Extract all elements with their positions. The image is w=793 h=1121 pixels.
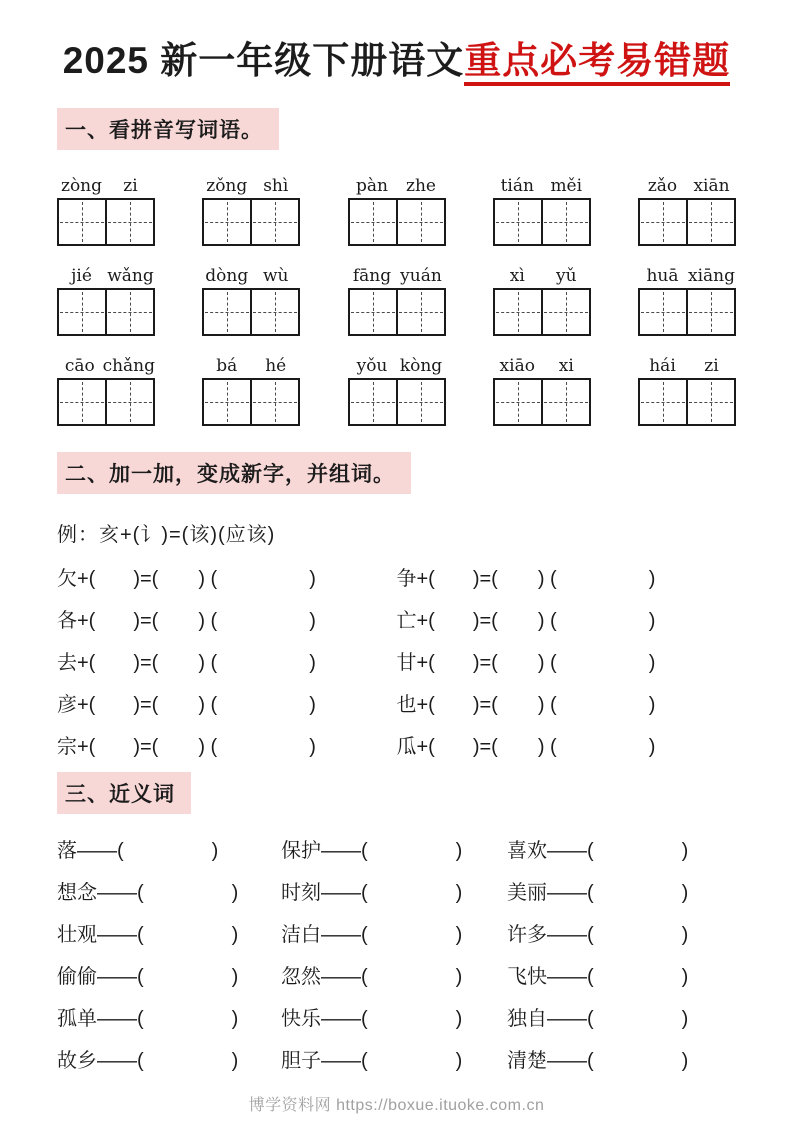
writing-cell[interactable] [543,200,589,244]
writing-box [638,198,736,246]
writing-box [638,288,736,336]
pinyin-syllable: xiāo [499,356,535,376]
pinyin-label [202,354,300,376]
pinyin-syllable: dòng [205,266,249,286]
synonym-row [57,914,736,956]
close-paren: ) [455,840,463,862]
pinyin-label [348,174,446,196]
plus-open: +( [416,568,435,590]
writing-cell[interactable] [350,200,398,244]
writing-cell[interactable] [204,380,252,424]
plus-open: +( [416,610,435,632]
synonym-item [281,914,507,956]
pinyin-syllable: zòng [60,176,103,196]
dash-open: ——( [321,966,368,988]
add-word-item [397,600,737,642]
writing-cell[interactable] [543,380,589,424]
close-paren: ) [211,840,219,862]
pinyin-syllable: yuán [400,266,442,286]
pinyin-row [57,264,736,336]
section-heading-add-word: 二、加一加，变成新字，并组词。 [57,452,411,494]
writing-cell[interactable] [495,200,543,244]
pinyin-syllable: wǎng [107,266,154,286]
close-open: ) ( [537,568,557,590]
synonym-row [57,872,736,914]
dash-open: ——( [547,1050,594,1072]
writing-cell[interactable] [495,290,543,334]
pinyin-syllable: yǒu [356,356,388,376]
writing-box [348,198,446,246]
pinyin-label [638,264,736,286]
close-open: ) ( [537,694,557,716]
writing-cell[interactable] [107,200,153,244]
close-paren: ) [455,924,463,946]
close-paren: ) [231,924,239,946]
writing-box [348,378,446,426]
close-eq-open: )=( [133,652,159,674]
synonym-word: 洁白 [281,924,321,946]
close-open: ) ( [537,610,557,632]
close-eq-open: )=( [133,694,159,716]
close-open: ) ( [198,736,218,758]
writing-box [493,288,591,336]
add-word-item [397,558,737,600]
pinyin-label [202,174,300,196]
writing-box [493,198,591,246]
close-paren: ) [231,1050,239,1072]
plus-open: +( [77,694,96,716]
pinyin-syllable: jié [71,266,92,286]
pinyin-word [638,174,736,246]
pinyin-word [202,354,300,426]
synonym-word: 快乐 [281,1008,321,1030]
base-character: 争 [396,568,417,590]
close-eq-open: )=( [472,610,498,632]
pinyin-syllable: cāo [64,356,95,376]
synonym-row [57,998,736,1040]
writing-cell[interactable] [59,200,107,244]
pinyin-word [493,174,591,246]
close-paren: ) [648,736,656,758]
pinyin-syllable: zǒng [206,176,248,196]
pinyin-syllable: shì [263,176,289,196]
pinyin-syllable: zi [704,356,719,376]
pinyin-label [638,174,736,196]
close-open: ) ( [537,652,557,674]
base-character: 欠 [57,568,77,590]
synonym-word: 飞快 [507,966,547,988]
close-paren: ) [681,840,689,862]
synonym-item [57,1040,281,1082]
plus-open: +( [77,568,96,590]
writing-cell[interactable] [350,290,398,334]
add-word-row [57,684,736,726]
synonym-item [281,1040,507,1082]
close-paren: ) [648,694,656,716]
close-paren: ) [681,1050,689,1072]
synonym-item [57,914,281,956]
pinyin-row [57,354,736,426]
writing-cell[interactable] [640,290,688,334]
writing-box [202,198,300,246]
pinyin-syllable: yǔ [555,266,577,286]
base-character: 亡 [396,610,417,632]
dash-open: ——( [321,924,368,946]
pinyin-syllable: zi [123,176,138,196]
synonym-word: 独自 [507,1008,547,1030]
section-heading-pinyin: 一、看拼音写词语。 [57,108,279,150]
writing-cell[interactable] [688,380,734,424]
plus-open: +( [416,694,435,716]
close-paren: ) [231,882,239,904]
pinyin-syllable: xiāng [688,266,735,286]
dash-open: ——( [547,1008,594,1030]
close-open: ) ( [198,694,218,716]
pinyin-syllable: chǎng [102,356,155,376]
writing-box [57,378,155,426]
synonym-word: 孤单 [57,1008,97,1030]
writing-cell[interactable] [398,380,444,424]
add-example: 例：亥+(讠)=(该)(应该) [57,524,276,546]
dash-open: ——( [97,1008,144,1030]
base-character: 彦 [57,694,77,716]
pinyin-syllable: bá [216,356,238,376]
close-paren: ) [455,882,463,904]
add-word-item [397,726,737,768]
base-character: 去 [57,652,77,674]
title-black: 2025 新一年级下册语文 [62,40,465,81]
synonym-word: 许多 [507,924,547,946]
synonym-item [281,872,507,914]
pinyin-word [57,264,155,336]
pinyin-word [493,354,591,426]
close-paren: ) [681,882,689,904]
pinyin-word [638,264,736,336]
pinyin-syllable: huā [646,266,679,286]
dash-open: ——( [321,1050,368,1072]
close-paren: ) [309,610,316,632]
close-paren: ) [648,568,656,590]
pinyin-syllable: zhe [406,176,436,196]
close-paren: ) [231,966,239,988]
synonym-item [507,872,736,914]
dash-open: ——( [97,882,144,904]
pinyin-label [348,354,446,376]
synonym-item [507,830,736,872]
synonym-item [281,830,507,872]
pinyin-syllable: pàn [356,176,388,196]
dash-open: ——( [321,882,368,904]
synonym-row [57,1040,736,1082]
pinyin-syllable: xi [558,356,574,376]
synonym-item [57,956,281,998]
close-paren: ) [455,1008,463,1030]
add-word-exercise [57,558,736,768]
synonym-word: 落 [57,840,77,862]
pinyin-label [202,264,300,286]
pinyin-word [493,264,591,336]
dash-open: ——( [547,966,594,988]
pinyin-syllable: xì [509,266,525,286]
writing-cell[interactable] [59,290,107,334]
dash-open: ——( [77,840,124,862]
pinyin-syllable: měi [550,176,583,196]
close-open: ) ( [537,736,557,758]
add-word-item [57,558,397,600]
writing-box [348,288,446,336]
pinyin-word [638,354,736,426]
synonym-item [57,998,281,1040]
writing-cell[interactable] [204,290,252,334]
synonym-word: 故乡 [57,1050,97,1072]
pinyin-label [348,264,446,286]
close-open: ) ( [198,568,218,590]
close-paren: ) [681,966,689,988]
writing-box [202,378,300,426]
close-paren: ) [455,1050,463,1072]
pinyin-row [57,174,736,246]
synonym-word: 偷偷 [57,966,97,988]
synonym-word: 想念 [57,882,97,904]
synonym-item [507,1040,736,1082]
dash-open: ——( [547,882,594,904]
add-word-row [57,558,736,600]
synonym-word: 清楚 [507,1050,547,1072]
close-paren: ) [309,568,316,590]
pinyin-syllable: wù [263,266,289,286]
writing-box [57,198,155,246]
close-eq-open: )=( [472,736,498,758]
synonym-item [57,872,281,914]
pinyin-word [348,174,446,246]
synonym-word: 时刻 [281,882,321,904]
writing-box [493,378,591,426]
writing-cell[interactable] [640,380,688,424]
pinyin-label [493,354,591,376]
writing-cell[interactable] [107,380,153,424]
plus-open: +( [77,652,96,674]
pinyin-syllable: zǎo [647,176,678,196]
writing-cell[interactable] [252,380,298,424]
writing-cell[interactable] [59,380,107,424]
pinyin-grid [57,174,736,426]
writing-cell[interactable] [398,290,444,334]
plus-open: +( [416,736,435,758]
pinyin-word [202,174,300,246]
pinyin-syllable: hé [265,356,287,376]
title-highlight: 重点必考易错题 [464,40,730,86]
pinyin-label [493,264,591,286]
close-eq-open: )=( [472,694,498,716]
synonym-row [57,956,736,998]
close-paren: ) [309,652,316,674]
add-word-item [57,642,397,684]
pinyin-word [348,354,446,426]
pinyin-word [348,264,446,336]
section-heading-synonyms: 三、近义词 [57,772,191,814]
writing-cell[interactable] [543,290,589,334]
plus-open: +( [77,610,96,632]
close-paren: ) [309,694,316,716]
close-paren: ) [648,610,656,632]
pinyin-label [493,174,591,196]
dash-open: ——( [97,966,144,988]
add-word-row [57,726,736,768]
pinyin-syllable: tián [500,176,534,196]
synonym-word: 美丽 [507,882,547,904]
base-character: 也 [396,694,417,716]
pinyin-word [202,264,300,336]
writing-cell[interactable] [495,380,543,424]
writing-cell[interactable] [640,200,688,244]
close-eq-open: )=( [472,568,498,590]
writing-cell[interactable] [252,290,298,334]
writing-cell[interactable] [398,200,444,244]
dash-open: ——( [321,1008,368,1030]
writing-box [638,378,736,426]
synonym-word: 忽然 [281,966,321,988]
base-character: 宗 [57,736,77,758]
close-eq-open: )=( [133,736,159,758]
synonym-word: 胆子 [281,1050,321,1072]
add-word-row [57,600,736,642]
close-paren: ) [681,924,689,946]
close-paren: ) [309,736,316,758]
dash-open: ——( [547,924,594,946]
synonym-item [57,830,281,872]
close-eq-open: )=( [472,652,498,674]
close-paren: ) [231,1008,239,1030]
synonym-exercise [57,830,736,1082]
writing-cell[interactable] [688,290,734,334]
pinyin-label [638,354,736,376]
add-word-item [57,684,397,726]
writing-cell[interactable] [252,200,298,244]
dash-open: ——( [97,1050,144,1072]
plus-open: +( [416,652,435,674]
writing-cell[interactable] [107,290,153,334]
synonym-word: 壮观 [57,924,97,946]
add-word-item [397,684,737,726]
close-eq-open: )=( [133,568,159,590]
add-word-row [57,642,736,684]
writing-box [202,288,300,336]
footer-credit: 博学资料网 https://boxue.ituoke.com.cn [248,1097,545,1114]
page-title [57,34,736,88]
pinyin-syllable: fāng [352,266,392,286]
close-paren: ) [681,1008,689,1030]
pinyin-label [57,354,155,376]
base-character: 瓜 [396,736,417,758]
synonym-word: 保护 [281,840,321,862]
writing-box [57,288,155,336]
pinyin-label [57,174,155,196]
synonym-item [281,956,507,998]
synonym-item [507,914,736,956]
writing-cell[interactable] [350,380,398,424]
add-word-item [57,600,397,642]
dash-open: ——( [547,840,594,862]
add-word-item [397,642,737,684]
pinyin-word [57,354,155,426]
writing-cell[interactable] [204,200,252,244]
pinyin-syllable: kòng [399,356,443,376]
plus-open: +( [77,736,96,758]
writing-cell[interactable] [688,200,734,244]
pinyin-word [57,174,155,246]
dash-open: ——( [321,840,368,862]
synonym-word: 喜欢 [507,840,547,862]
add-word-item [57,726,397,768]
synonym-row [57,830,736,872]
synonym-item [281,998,507,1040]
dash-open: ——( [97,924,144,946]
synonym-item [507,956,736,998]
close-paren: ) [648,652,656,674]
close-open: ) ( [198,652,218,674]
base-character: 各 [57,610,77,632]
pinyin-syllable: xiān [693,176,730,196]
pinyin-label [57,264,155,286]
close-open: ) ( [198,610,218,632]
close-paren: ) [455,966,463,988]
base-character: 甘 [396,652,417,674]
synonym-item [507,998,736,1040]
close-eq-open: )=( [133,610,159,632]
pinyin-syllable: hái [649,356,676,376]
